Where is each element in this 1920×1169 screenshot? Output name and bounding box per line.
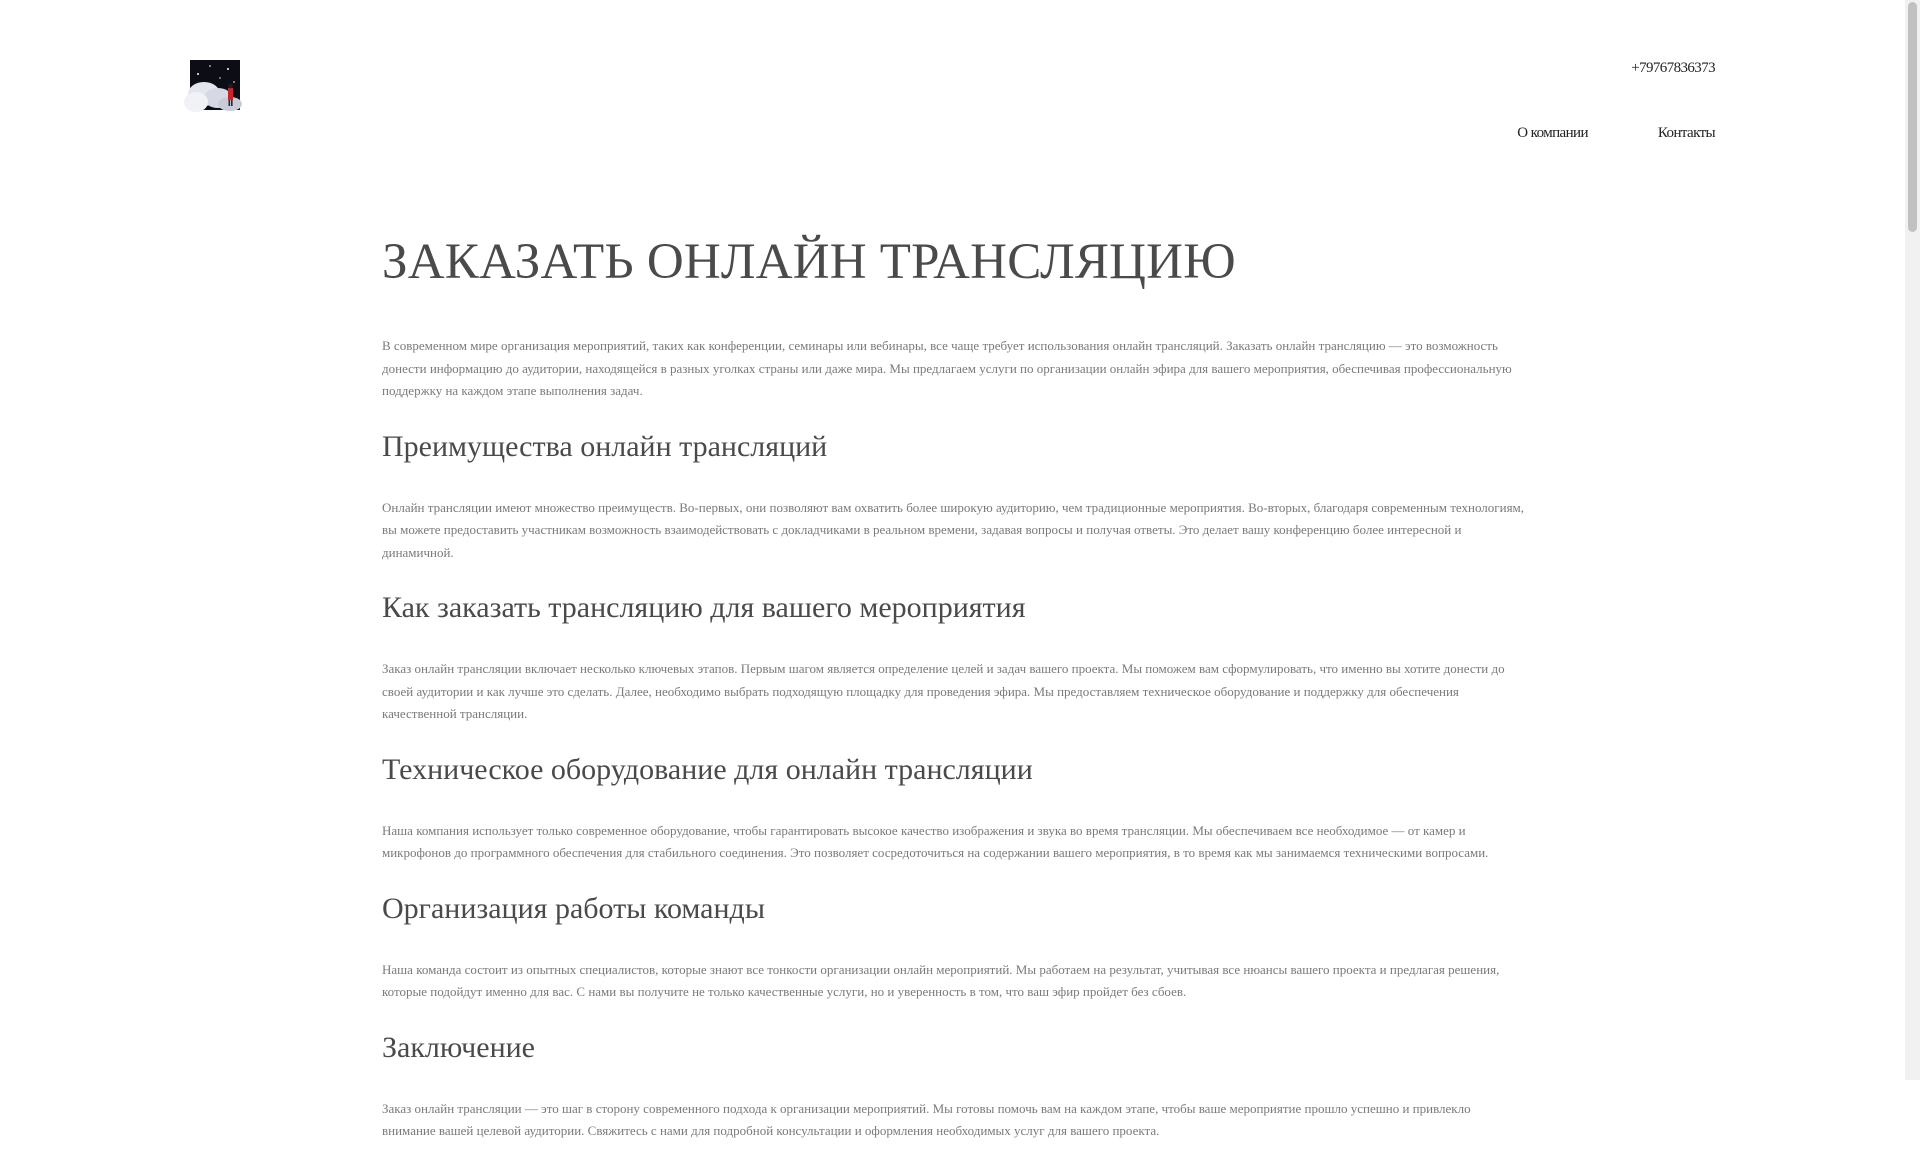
section-text-how-to-order: Заказ онлайн трансляции включает несколько ключевых этапов. Первым шагом является определение целей и задач вашего проекта. Мы поможем вам сформулировать, что именно вы хотите донести до своей аудитории и как лучше это сделать. Далее, необходимо выбрать подходящую площадку для проведения эфира. Мы предоставляем техническое оборудование и поддержку для обеспечения качественной трансляции. (382, 661, 1505, 721)
section-text-advantages: Онлайн трансляции имеют множество преимуществ. Во-первых, они позволяют вам охватить более широкую аудиторию, чем традиционные мероприятия. Во-вторых, благодаря современным технологиям, вы можете предоставить участникам возможность взаимодействовать с докладчиками в реальном времени, задавая вопросы и получая ответы. Это делает вашу конференцию более интересной и динамичной. (382, 499, 1525, 560)
nav-item-contacts[interactable]: Контакты (1657, 125, 1715, 141)
main-content (382, 225, 1527, 1169)
section-heading-conclusion: Заключение (382, 1030, 535, 1064)
section-heading-team: Организация работы команды (382, 891, 765, 925)
logo-image (190, 60, 240, 110)
section-heading-how-to-order: Как заказать трансляцию для вашего мероприятия (382, 591, 1026, 624)
intro-paragraph: В современном мире организация мероприятий, таких как конференции, семинары или вебинары, все чаще требует использования онлайн трансляций. Заказать онлайн трансляцию — это возможность донести информацию до аудитории, находящейся в разных уголках страны или даже мира. Мы предлагаем услуги по организации онлайн эфира для вашего мероприятия, обеспечивая профессиональную поддержку на каждом этапе выполнения задач. (382, 338, 1512, 398)
section-heading-advantages: Преимущества онлайн трансляций (382, 429, 828, 463)
section-heading-equipment: Техническое оборудование для онлайн трансляции (382, 752, 1033, 786)
section-text-equipment: Наша компания использует только современное оборудование, чтобы гарантировать высокое качество изображения и звука во время трансляции. Мы обеспечиваем все необходимое — от камер и микрофонов до программного обеспечения для стабильного соединения. Это позволяет сосредоточиться на содержании вашего мероприятия, в то время как мы занимаемся техническими вопросами. (382, 822, 1489, 860)
nav-item-about[interactable]: О компании (1517, 125, 1588, 141)
scrollbar-thumb[interactable] (1908, 2, 1917, 232)
page-title: ЗАКАЗАТЬ ОНЛАЙН ТРАНСЛЯЦИЮ (382, 234, 1236, 290)
section-text-conclusion: Заказ онлайн трансляции — это шаг в сторону современного подхода к организации мероприятий. Мы готовы помочь вам на каждом этапе, чтобы ваше мероприятие прошло успешно и привлекло внимание вашей целевой аудитории. Свяжитесь с нами для подробной консультации и оформления необходимых услуг для вашего проекта. (382, 1100, 1471, 1138)
phone-link[interactable]: +79767836373 (1631, 60, 1715, 76)
site-logo[interactable] (190, 60, 240, 110)
vertical-scrollbar[interactable] (1905, 0, 1920, 1080)
main-nav (1517, 125, 1715, 142)
section-text-team: Наша команда состоит из опытных специалистов, которые знают все тонкости организации онлайн мероприятий. Мы работаем на результат, учитывая все нюансы вашего проекта и предлагая решения, которые подойдут именно для вас. С нами вы получите не только качественные услуги, но и уверенность в том, что ваш эфир пройдет без сбоев. (382, 961, 1500, 999)
